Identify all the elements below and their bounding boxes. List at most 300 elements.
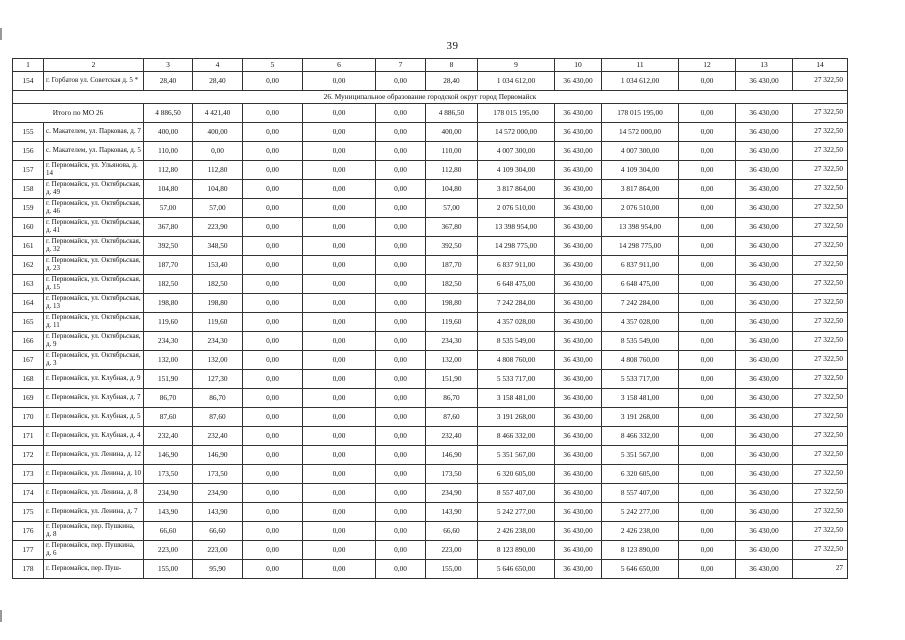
- address-cell: г. Первомайск, ул. Клубная, д. 5: [44, 408, 144, 427]
- table-cell: 36 430,00: [555, 123, 602, 142]
- table-cell: 66,60: [144, 522, 193, 541]
- table-cell: 0,00: [303, 180, 376, 199]
- table-cell: 367,80: [426, 218, 478, 237]
- table-cell: 0,00: [243, 180, 303, 199]
- table-cell: 36 430,00: [736, 104, 793, 123]
- table-cell: 0,00: [679, 218, 736, 237]
- table-row: [13, 370, 848, 389]
- table-cell: 0,00: [243, 370, 303, 389]
- table-cell: 0,00: [679, 237, 736, 256]
- table-cell: 0,00: [243, 427, 303, 446]
- table-cell: 6 320 605,00: [478, 465, 555, 484]
- table-cell: 151,90: [144, 370, 193, 389]
- column-header: 13: [736, 59, 793, 72]
- table-cell: 36 430,00: [555, 446, 602, 465]
- table-cell: 36 430,00: [555, 104, 602, 123]
- row-number: 167: [13, 351, 44, 370]
- table-cell: 66,60: [426, 522, 478, 541]
- table-cell: 36 430,00: [555, 484, 602, 503]
- section-title: 26. Муниципальное образование городской округ город Первомайск: [13, 91, 848, 104]
- table-cell: 0,00: [376, 104, 426, 123]
- table-cell: 8 557 407,00: [478, 484, 555, 503]
- table-cell: 8 535 549,00: [602, 332, 679, 351]
- table-cell: 36 430,00: [736, 294, 793, 313]
- table-cell: 0,00: [243, 199, 303, 218]
- table-cell: 0,00: [679, 180, 736, 199]
- table-cell: 0,00: [679, 256, 736, 275]
- table-cell: 36 430,00: [555, 560, 602, 579]
- table-cell: 27 322,50: [793, 72, 848, 91]
- table-cell: 132,00: [193, 351, 243, 370]
- table-cell: 0,00: [376, 389, 426, 408]
- table-cell: 36 430,00: [555, 294, 602, 313]
- table-cell: 36 430,00: [555, 351, 602, 370]
- table-cell: 5 646 650,00: [478, 560, 555, 579]
- row-number: 155: [13, 123, 44, 142]
- table-cell: 36 430,00: [555, 503, 602, 522]
- row-number: 175: [13, 503, 44, 522]
- table-cell: 0,00: [303, 522, 376, 541]
- table-cell: 36 430,00: [555, 408, 602, 427]
- address-cell: г. Первомайск, пер. Пушкина, д. 6: [44, 541, 144, 560]
- table-cell: 0,00: [303, 161, 376, 180]
- table-cell: 36 430,00: [736, 370, 793, 389]
- table-cell: 36 430,00: [555, 522, 602, 541]
- address-cell: г. Первомайск, ул. Ленина, д. 7: [44, 503, 144, 522]
- table-cell: 143,90: [426, 503, 478, 522]
- table-cell: 400,00: [193, 123, 243, 142]
- table-cell: 110,00: [144, 142, 193, 161]
- margin-mark: [0, 28, 2, 40]
- table-cell: 36 430,00: [736, 522, 793, 541]
- table-cell: 173,50: [193, 465, 243, 484]
- table-cell: 27: [793, 560, 848, 579]
- table-cell: 0,00: [376, 408, 426, 427]
- table-cell: 6 648 475,00: [478, 275, 555, 294]
- table-cell: 0,00: [679, 104, 736, 123]
- table-cell: 0,00: [243, 313, 303, 332]
- table-cell: 0,00: [243, 218, 303, 237]
- table-cell: 0,00: [303, 72, 376, 91]
- table-cell: 36 430,00: [736, 275, 793, 294]
- table-cell: 0,00: [679, 123, 736, 142]
- table-cell: 36 430,00: [736, 256, 793, 275]
- table-cell: 0,00: [679, 351, 736, 370]
- table-cell: 104,80: [193, 180, 243, 199]
- table-cell: 0,00: [376, 237, 426, 256]
- table-row: [13, 142, 848, 161]
- table-cell: 400,00: [144, 123, 193, 142]
- table-cell: 57,00: [193, 199, 243, 218]
- table-row: [13, 427, 848, 446]
- column-header: 3: [144, 59, 193, 72]
- table-cell: 6 837 911,00: [478, 256, 555, 275]
- column-header: 4: [193, 59, 243, 72]
- table-cell: 36 430,00: [555, 237, 602, 256]
- table-cell: 5 533 717,00: [478, 370, 555, 389]
- row-number: 177: [13, 541, 44, 560]
- table-cell: 36 430,00: [736, 332, 793, 351]
- table-cell: 155,00: [144, 560, 193, 579]
- table-cell: 4 109 304,00: [602, 161, 679, 180]
- table-row: [13, 351, 848, 370]
- table-cell: 36 430,00: [736, 218, 793, 237]
- table-cell: 0,00: [679, 275, 736, 294]
- table-cell: 112,80: [426, 161, 478, 180]
- table-cell: 0,00: [243, 294, 303, 313]
- table-cell: 0,00: [679, 541, 736, 560]
- table-cell: 1 034 612,00: [602, 72, 679, 91]
- table-cell: 132,00: [426, 351, 478, 370]
- table-cell: 0,00: [376, 560, 426, 579]
- table-cell: 367,80: [144, 218, 193, 237]
- table-cell: 198,80: [193, 294, 243, 313]
- table-cell: 0,00: [376, 465, 426, 484]
- table-cell: 0,00: [376, 332, 426, 351]
- subtotal-label: Итого по МО 26: [13, 104, 144, 123]
- table-cell: 27 322,50: [793, 313, 848, 332]
- table-cell: 5 242 277,00: [478, 503, 555, 522]
- table-cell: 36 430,00: [736, 446, 793, 465]
- table-cell: 112,80: [144, 161, 193, 180]
- table-cell: 2 076 510,00: [478, 199, 555, 218]
- table-cell: 348,50: [193, 237, 243, 256]
- address-cell: с. Макателем, ул. Парковая, д. 7: [44, 123, 144, 142]
- table-cell: 0,00: [243, 541, 303, 560]
- address-cell: г. Первомайск, ул. Октябрьская, д. 13: [44, 294, 144, 313]
- table-cell: 36 430,00: [736, 503, 793, 522]
- table-cell: 0,00: [376, 446, 426, 465]
- table-cell: 5 533 717,00: [602, 370, 679, 389]
- table-cell: 36 430,00: [555, 161, 602, 180]
- table-cell: 0,00: [679, 294, 736, 313]
- table-cell: 153,40: [193, 256, 243, 275]
- row-number: 154: [13, 72, 44, 91]
- table-cell: 0,00: [243, 408, 303, 427]
- table-cell: 27 322,50: [793, 503, 848, 522]
- table-cell: 0,00: [303, 275, 376, 294]
- table-cell: 146,90: [426, 446, 478, 465]
- table-cell: 2 426 238,00: [478, 522, 555, 541]
- table-cell: 0,00: [303, 332, 376, 351]
- row-number: 160: [13, 218, 44, 237]
- table-cell: 8 466 332,00: [602, 427, 679, 446]
- table-cell: 36 430,00: [736, 237, 793, 256]
- table-cell: 173,50: [144, 465, 193, 484]
- table-cell: 14 298 775,00: [602, 237, 679, 256]
- table-cell: 14 572 000,00: [602, 123, 679, 142]
- table-cell: 143,90: [144, 503, 193, 522]
- table-cell: 36 430,00: [736, 123, 793, 142]
- table-cell: 36 430,00: [555, 142, 602, 161]
- table-cell: 0,00: [376, 142, 426, 161]
- table-cell: 6 837 911,00: [602, 256, 679, 275]
- table-cell: 0,00: [303, 560, 376, 579]
- table-row: [13, 522, 848, 541]
- row-number: 166: [13, 332, 44, 351]
- table-cell: 0,00: [679, 332, 736, 351]
- table-cell: 36 430,00: [555, 218, 602, 237]
- table-cell: 4 007 300,00: [602, 142, 679, 161]
- table-cell: 400,00: [426, 123, 478, 142]
- table-cell: 2 426 238,00: [602, 522, 679, 541]
- table-cell: 27 322,50: [793, 370, 848, 389]
- data-table: [12, 58, 848, 579]
- table-cell: 36 430,00: [555, 275, 602, 294]
- table-cell: 13 398 954,00: [478, 218, 555, 237]
- table-cell: 0,00: [679, 389, 736, 408]
- table-cell: 6 320 605,00: [602, 465, 679, 484]
- column-header: 12: [679, 59, 736, 72]
- table-cell: 0,00: [243, 560, 303, 579]
- table-cell: 0,00: [376, 427, 426, 446]
- table-cell: 27 322,50: [793, 541, 848, 560]
- table-cell: 0,00: [303, 446, 376, 465]
- table-cell: 112,80: [193, 161, 243, 180]
- table-cell: 66,60: [193, 522, 243, 541]
- table-cell: 0,00: [376, 199, 426, 218]
- table-cell: 8 535 549,00: [478, 332, 555, 351]
- table-cell: 155,00: [426, 560, 478, 579]
- row-number: 157: [13, 161, 44, 180]
- address-cell: г. Первомайск, ул. Октябрьская, д. 46: [44, 199, 144, 218]
- table-cell: 0,00: [243, 142, 303, 161]
- table-cell: 0,00: [376, 294, 426, 313]
- table-cell: 0,00: [243, 161, 303, 180]
- table-cell: 27 322,50: [793, 104, 848, 123]
- table-cell: 232,40: [144, 427, 193, 446]
- table-cell: 0,00: [243, 351, 303, 370]
- address-cell: г. Первомайск, ул. Октябрьская, д. 11: [44, 313, 144, 332]
- row-number: 161: [13, 237, 44, 256]
- table-cell: 0,00: [303, 199, 376, 218]
- page-number: 39: [446, 40, 459, 52]
- table-cell: 0,00: [376, 484, 426, 503]
- table-cell: 223,00: [426, 541, 478, 560]
- table-cell: 27 322,50: [793, 294, 848, 313]
- address-cell: г. Первомайск, ул. Клубная, д. 9: [44, 370, 144, 389]
- table-cell: 4 109 304,00: [478, 161, 555, 180]
- table-cell: 8 123 890,00: [602, 541, 679, 560]
- table-cell: 36 430,00: [736, 541, 793, 560]
- table-cell: 0,00: [376, 180, 426, 199]
- table-cell: 234,30: [426, 332, 478, 351]
- table-cell: 36 430,00: [736, 199, 793, 218]
- table-cell: 119,60: [426, 313, 478, 332]
- table-row: [13, 161, 848, 180]
- table-cell: 146,90: [193, 446, 243, 465]
- table-cell: 87,60: [193, 408, 243, 427]
- table-cell: 0,00: [376, 503, 426, 522]
- table-cell: 0,00: [303, 294, 376, 313]
- address-cell: с. Макателем, ул. Парковая, д. 5: [44, 142, 144, 161]
- table-cell: 95,90: [193, 560, 243, 579]
- table-cell: 0,00: [243, 446, 303, 465]
- table-cell: 0,00: [303, 218, 376, 237]
- table-cell: 27 322,50: [793, 199, 848, 218]
- row-number: 168: [13, 370, 44, 389]
- table-cell: 119,60: [193, 313, 243, 332]
- address-cell: г. Первомайск, пер. Пуш-: [44, 560, 144, 579]
- address-cell: г. Горбатов ул. Советская д. 5 *: [44, 72, 144, 91]
- row-number: 171: [13, 427, 44, 446]
- table-cell: 0,00: [243, 332, 303, 351]
- row-number: 174: [13, 484, 44, 503]
- table-cell: 132,00: [144, 351, 193, 370]
- table-cell: 27 322,50: [793, 275, 848, 294]
- row-number: 156: [13, 142, 44, 161]
- table-row: [13, 560, 848, 579]
- table-cell: 27 322,50: [793, 427, 848, 446]
- table-cell: 7 242 284,00: [478, 294, 555, 313]
- table-cell: 0,00: [376, 313, 426, 332]
- header-row: [13, 59, 848, 72]
- table-body: [13, 59, 848, 579]
- table-cell: 0,00: [243, 275, 303, 294]
- address-cell: г. Первомайск, ул. Октябрьская, д. 9: [44, 332, 144, 351]
- table-row: [13, 313, 848, 332]
- table-cell: 27 322,50: [793, 180, 848, 199]
- margin-mark: [0, 610, 2, 622]
- table-row: [13, 123, 848, 142]
- table-cell: 234,30: [144, 332, 193, 351]
- row-number: 164: [13, 294, 44, 313]
- table-cell: 2 076 510,00: [602, 199, 679, 218]
- table-cell: 36 430,00: [736, 142, 793, 161]
- table-cell: 3 191 268,00: [602, 408, 679, 427]
- table-cell: 0,00: [376, 351, 426, 370]
- table-cell: 4 886,50: [426, 104, 478, 123]
- table-cell: 28,40: [144, 72, 193, 91]
- table-row: [13, 256, 848, 275]
- table-cell: 87,60: [144, 408, 193, 427]
- column-header: 6: [303, 59, 376, 72]
- table-cell: 0,00: [679, 142, 736, 161]
- table-row: [13, 294, 848, 313]
- table-cell: 0,00: [243, 389, 303, 408]
- table-cell: 187,70: [426, 256, 478, 275]
- table-cell: 3 817 864,00: [478, 180, 555, 199]
- table-cell: 27 322,50: [793, 256, 848, 275]
- table-cell: 187,70: [144, 256, 193, 275]
- address-cell: г. Первомайск, ул. Ленина, д. 8: [44, 484, 144, 503]
- table-cell: 0,00: [303, 541, 376, 560]
- section-row: [13, 91, 848, 104]
- address-cell: г. Первомайск, ул. Октябрьская, д. 15: [44, 275, 144, 294]
- table-cell: 36 430,00: [736, 161, 793, 180]
- table-cell: 27 322,50: [793, 237, 848, 256]
- table-cell: 182,50: [193, 275, 243, 294]
- table-cell: 0,00: [679, 370, 736, 389]
- table-cell: 36 430,00: [555, 199, 602, 218]
- table-cell: 57,00: [144, 199, 193, 218]
- row-number: 162: [13, 256, 44, 275]
- table-cell: 87,60: [426, 408, 478, 427]
- table-cell: 0,00: [376, 123, 426, 142]
- table-cell: 8 466 332,00: [478, 427, 555, 446]
- table-cell: 27 322,50: [793, 142, 848, 161]
- table-cell: 223,90: [193, 218, 243, 237]
- table-cell: 0,00: [679, 427, 736, 446]
- table-cell: 27 322,50: [793, 389, 848, 408]
- table-cell: 234,30: [193, 332, 243, 351]
- row-number: 178: [13, 560, 44, 579]
- table-cell: 27 322,50: [793, 522, 848, 541]
- table-row: [13, 389, 848, 408]
- table-cell: 4 007 300,00: [478, 142, 555, 161]
- table-cell: 234,90: [144, 484, 193, 503]
- row-number: 173: [13, 465, 44, 484]
- column-header: 7: [376, 59, 426, 72]
- table-cell: 119,60: [144, 313, 193, 332]
- table-cell: 0,00: [303, 484, 376, 503]
- table-cell: 0,00: [243, 237, 303, 256]
- table-cell: 0,00: [303, 351, 376, 370]
- table-cell: 27 322,50: [793, 123, 848, 142]
- table-cell: 27 322,50: [793, 484, 848, 503]
- table-cell: 392,50: [426, 237, 478, 256]
- table-cell: 0,00: [243, 465, 303, 484]
- table-cell: 36 430,00: [555, 370, 602, 389]
- table-cell: 0,00: [243, 503, 303, 522]
- address-cell: г. Первомайск, ул. Клубная, д. 4: [44, 427, 144, 446]
- table-row: [13, 180, 848, 199]
- address-cell: г. Первомайск, ул. Октябрьская, д. 32: [44, 237, 144, 256]
- table-cell: 0,00: [376, 370, 426, 389]
- table-cell: 104,80: [426, 180, 478, 199]
- table-cell: 392,50: [144, 237, 193, 256]
- table-cell: 36 430,00: [736, 560, 793, 579]
- table-cell: 36 430,00: [555, 465, 602, 484]
- table-cell: 0,00: [243, 72, 303, 91]
- row-number: 169: [13, 389, 44, 408]
- table-cell: 0,00: [679, 560, 736, 579]
- address-cell: г. Первомайск, ул. Октябрьская, д. 3: [44, 351, 144, 370]
- table-cell: 0,00: [303, 427, 376, 446]
- column-header: 5: [243, 59, 303, 72]
- table-cell: 3 191 268,00: [478, 408, 555, 427]
- table-cell: 28,40: [193, 72, 243, 91]
- table-cell: 0,00: [679, 503, 736, 522]
- table-cell: 1 034 612,00: [478, 72, 555, 91]
- table-cell: 14 572 000,00: [478, 123, 555, 142]
- table-row: [13, 465, 848, 484]
- table-cell: 0,00: [679, 446, 736, 465]
- table-cell: 151,90: [426, 370, 478, 389]
- table-cell: 173,50: [426, 465, 478, 484]
- table-cell: 27 322,50: [793, 465, 848, 484]
- table-cell: 36 430,00: [736, 465, 793, 484]
- table-cell: 36 430,00: [736, 180, 793, 199]
- table-cell: 0,00: [679, 313, 736, 332]
- table-row: [13, 332, 848, 351]
- table-row: [13, 199, 848, 218]
- address-cell: г. Первомайск, пер. Пушкина, д. 8: [44, 522, 144, 541]
- column-header: 14: [793, 59, 848, 72]
- table-cell: 5 242 277,00: [602, 503, 679, 522]
- table-cell: 8 123 890,00: [478, 541, 555, 560]
- column-header: 11: [602, 59, 679, 72]
- table-cell: 5 351 567,00: [602, 446, 679, 465]
- table-cell: 0,00: [243, 484, 303, 503]
- row-number: 163: [13, 275, 44, 294]
- address-cell: г. Первомайск, ул. Октябрьская, д. 49: [44, 180, 144, 199]
- table-cell: 0,00: [303, 104, 376, 123]
- table-cell: 178 015 195,00: [478, 104, 555, 123]
- table-cell: 0,00: [303, 389, 376, 408]
- table-cell: 0,00: [679, 465, 736, 484]
- table-cell: 27 322,50: [793, 332, 848, 351]
